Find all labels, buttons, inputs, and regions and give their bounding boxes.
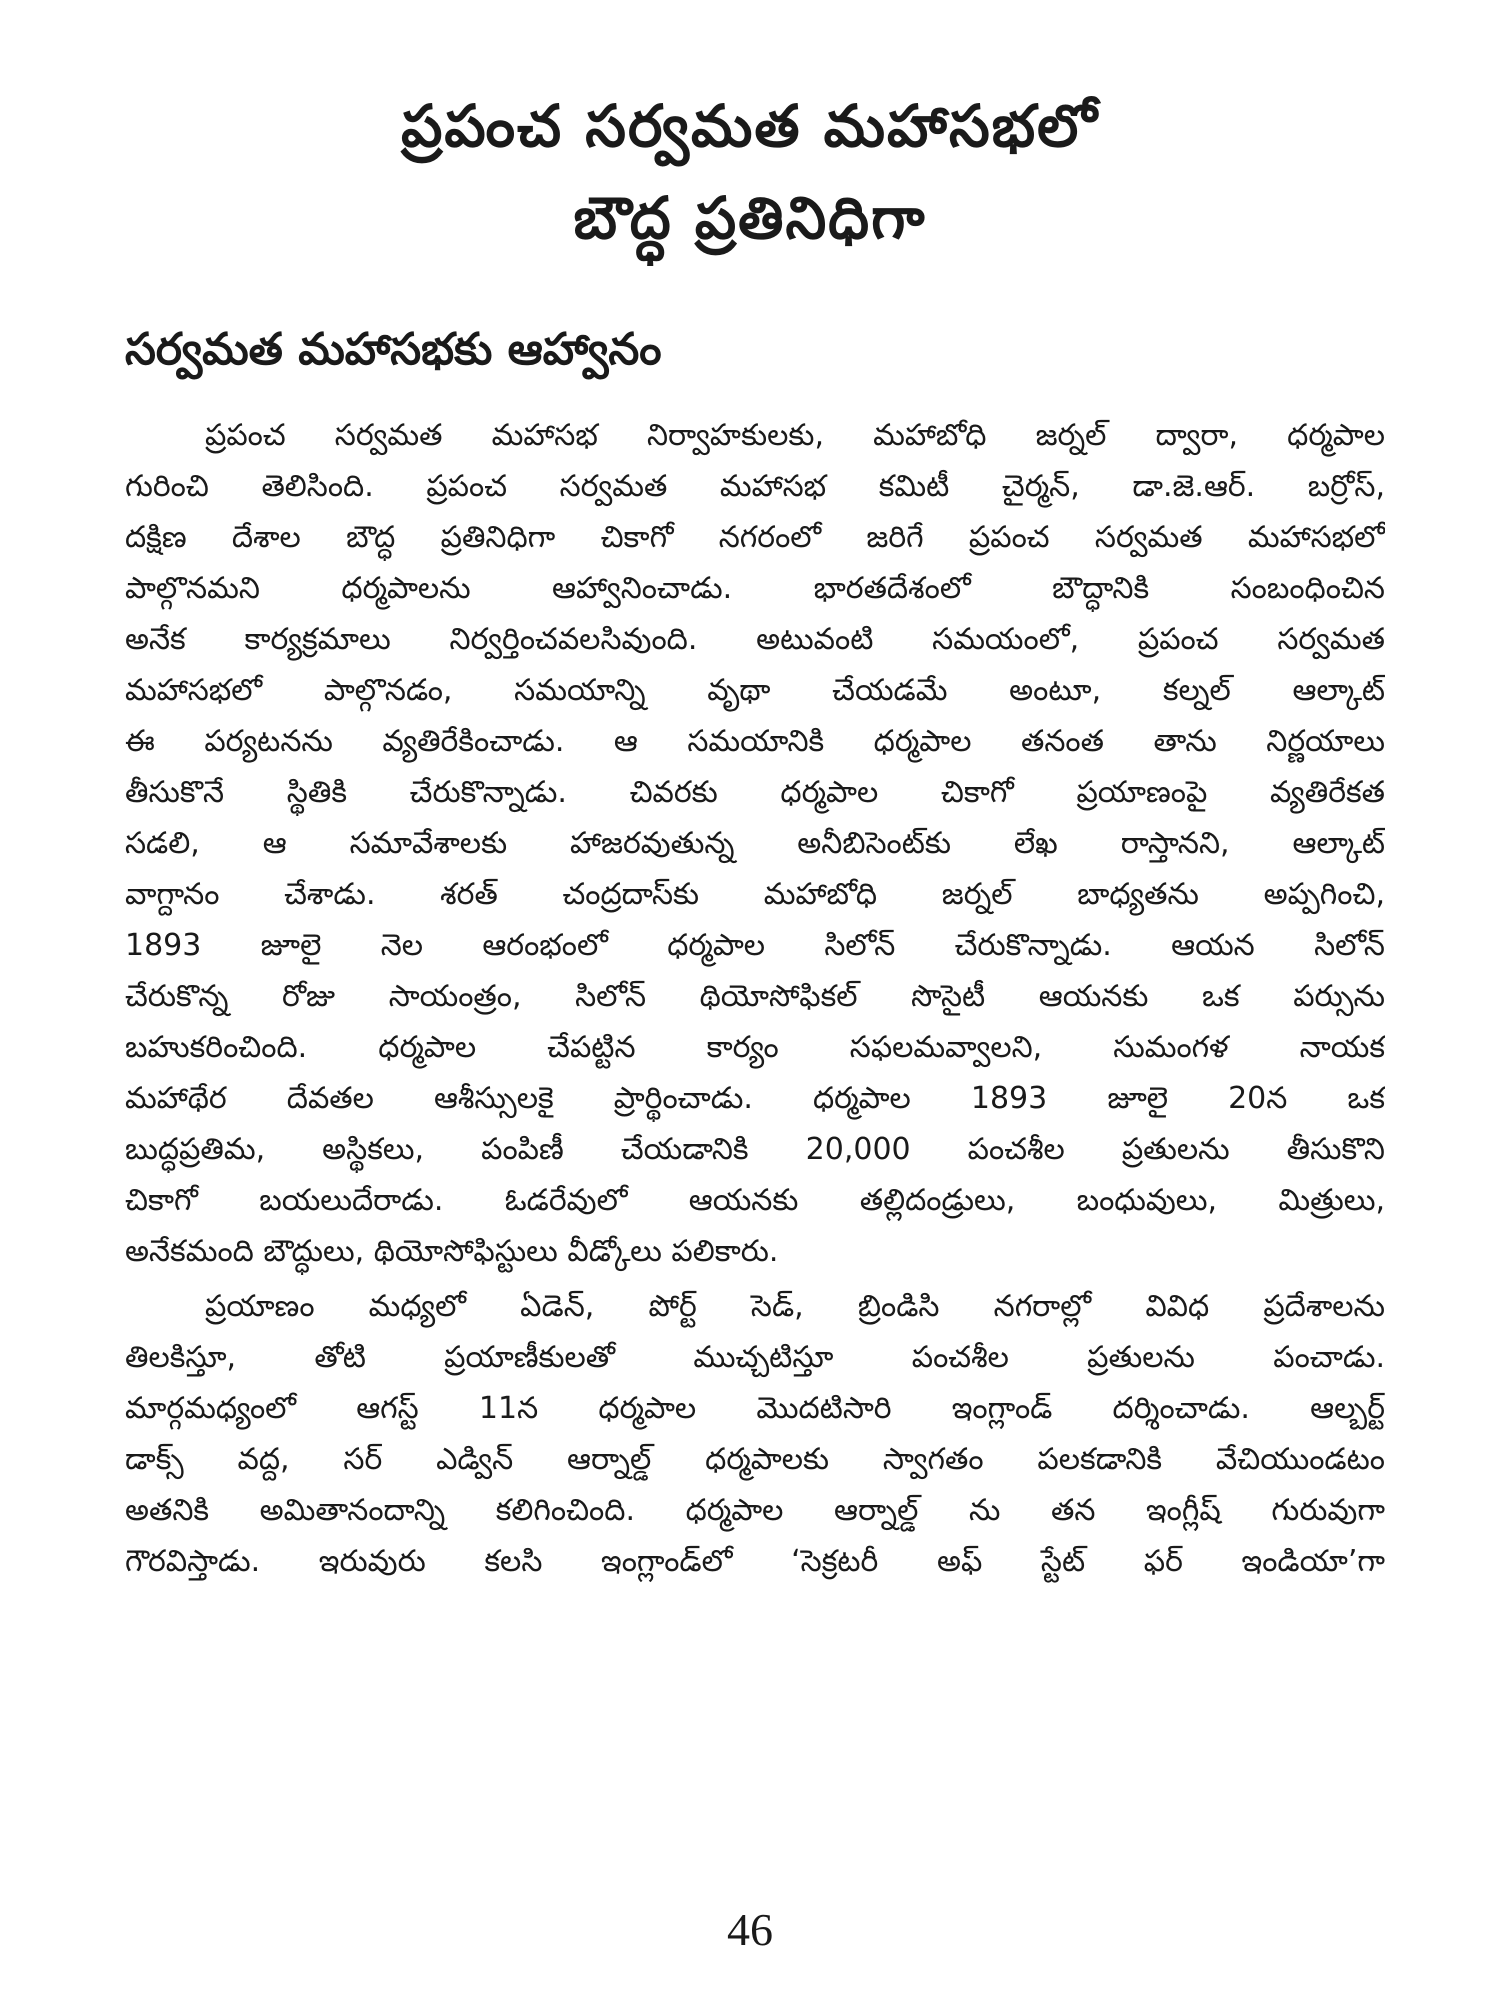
paragraph-1-line: ప్రపంచ సర్వమత మహాసభ నిర్వాహకులకు, మహాబోధి జర్నల్ ద్వారా, ధర్మపాల <box>205 418 1385 453</box>
paragraph-1-line: బహుకరించింది. ధర్మపాల చేపట్టిన కార్యం సఫలమవ్వాలని, సుమంగళ నాయక <box>125 1030 1385 1065</box>
paragraph-2-line: అతనికి అమితానందాన్ని కలిగించింది. ధర్మపాల ఆర్నాల్డ్ ను తన ఇంగ్లీష్ గురువుగా <box>125 1493 1385 1528</box>
body-text <box>125 410 1385 1587</box>
paragraph-2-line: మార్గమధ్యంలో ఆగస్ట్ 11న ధర్మపాల మొదటిసారి ఇంగ్లాండ్ దర్శించాడు. ఆల్బర్ట్ <box>125 1391 1385 1426</box>
paragraph-1-line: 1893 జూలై నెల ఆరంభంలో ధర్మపాల సిలోన్ చేరుకొన్నాడు. ఆయన సిలోన్ <box>125 928 1385 963</box>
paragraph-2-line: డాక్స్ వద్ద, సర్ ఎడ్విన్ ఆర్నాల్డ్ ధర్మపాలకు స్వాగతం పలకడానికి వేచియుండటం <box>125 1442 1385 1477</box>
chapter-title-line-2: బౌద్ధ ప్రతినిధిగా <box>573 184 927 252</box>
paragraph-2-line: తిలకిస్తూ, తోటి ప్రయాణీకులతో ముచ్చటిస్తూ పంచశీల ప్రతులను పంచాడు. <box>125 1340 1385 1375</box>
paragraph-1-line: చేరుకొన్న రోజు సాయంత్రం, సిలోన్ థియోసోఫికల్ సొసైటీ ఆయనకు ఒక పర్సును <box>125 979 1385 1014</box>
page-number: 46 <box>727 1904 773 1955</box>
paragraph-1-line: తీసుకొనే స్థితికి చేరుకొన్నాడు. చివరకు ధర్మపాల చికాగో ప్రయాణంపై వ్యతిరేకత <box>125 775 1385 810</box>
paragraph-2-line: ప్రయాణం మధ్యలో ఏడెన్, పోర్ట్ సెడ్, బ్రిండిసి నగరాల్లో వివిధ ప్రదేశాలను <box>205 1289 1385 1324</box>
paragraph-1-line: మహాసభలో పాల్గొనడం, సమయాన్ని వృథా చేయడమే అంటూ, కల్నల్ ఆల్కాట్ <box>125 673 1385 708</box>
paragraph-1-line: బుద్ధప్రతిమ, అస్థికలు, పంపిణీ చేయడానికి 20,000 పంచశీల ప్రతులను తీసుకొని <box>125 1132 1385 1167</box>
chapter-title <box>0 80 1500 264</box>
paragraph-1-line: పాల్గొనమని ధర్మపాలను ఆహ్వానించాడు. భారతదేశంలో బౌద్ధానికి సంబంధించిన <box>125 571 1385 606</box>
paragraph-1-line: చికాగో బయలుదేరాడు. ఓడరేవులో ఆయనకు తల్లిదండ్రులు, బంధువులు, మిత్రులు, <box>125 1183 1385 1218</box>
paragraph-1-line: వాగ్దానం చేశాడు. శరత్ చంద్రదాస్‌కు మహాబోధి జర్నల్ బాధ్యతను అప్పగించి, <box>125 877 1385 912</box>
paragraph-2-line: గౌరవిస్తాడు. ఇరువురు కలసి ఇంగ్లాండ్‌లో ‘సెక్రటరీ అఫ్ స్టేట్ ఫర్ ఇండియా’గా <box>125 1544 1385 1579</box>
paragraph-1-line: మహాథేర దేవతల ఆశీస్సులకై ప్రార్థించాడు. ధర్మపాల 1893 జూలై 20న ఒక <box>125 1081 1385 1116</box>
paragraph-1-line: ఈ పర్యటనను వ్యతిరేకించాడు. ఆ సమయానికి ధర్మపాల తనంత తాను నిర్ణయాలు <box>125 724 1385 759</box>
section-heading: సర్వమత మహాసభకు ఆహ్వానం <box>125 324 662 375</box>
paragraph-1-line: గురించి తెలిసింది. ప్రపంచ సర్వమత మహాసభ కమిటీ చైర్మన్, డా.జె.ఆర్. బర్రోస్, <box>125 469 1385 504</box>
paragraph-1-line: దక్షిణ దేశాల బౌద్ధ ప్రతినిధిగా చికాగో నగరంలో జరిగే ప్రపంచ సర్వమత మహాసభలో <box>125 520 1385 555</box>
chapter-title-line-1: ప్రపంచ సర్వమత మహాసభలో <box>401 92 1099 160</box>
paragraph-1-line: సడలి, ఆ సమావేశాలకు హాజరవుతున్న అనీబిసెంట్‌కు లేఖ రాస్తానని, ఆల్కాట్ <box>125 826 1385 861</box>
paragraph-1-line: అనేకమంది బౌద్ధులు, థియోసోఫిస్టులు వీడ్కోలు పలికారు. <box>125 1234 779 1269</box>
paragraph-1-line: అనేక కార్యక్రమాలు నిర్వర్తించవలసివుంది. అటువంటి సమయంలో, ప్రపంచ సర్వమత <box>125 622 1385 657</box>
